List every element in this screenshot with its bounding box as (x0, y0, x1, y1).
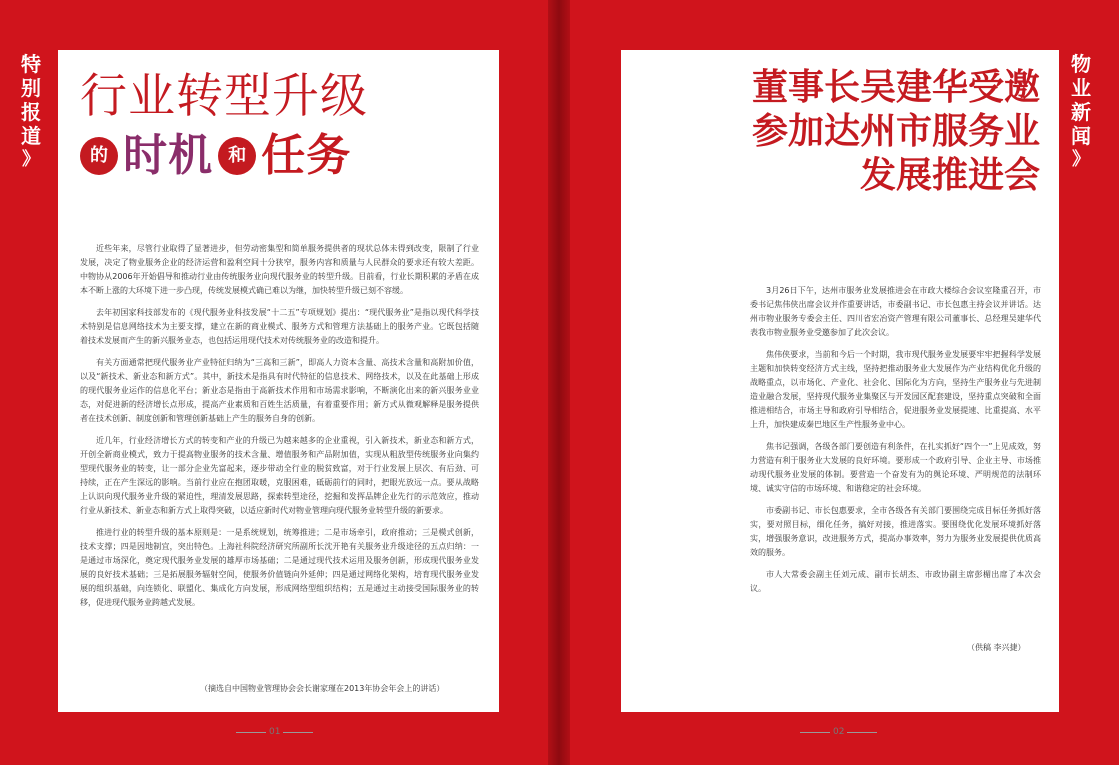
news-paragraph: 焦书记强调，各级各部门要创造有利条件，在扎实抓好“四个一”上见成效，努力营造有利于服务业大发展的良好环境。要形成一个政府引导、企业主导、市场推动现代服务业发展的体制。要营造一个奋发有为的舆论环境、严明规范的法制环境、诚实守信的市场环境、和谐稳定的社会环境。 (750, 442, 1041, 493)
tag-char: 新 (1071, 100, 1091, 124)
folio-rule (236, 732, 266, 733)
article-body (80, 242, 479, 618)
section-tag-property-news (1064, 52, 1098, 170)
page-spine (548, 0, 570, 765)
news-title-line: 董事长吴建华受邀 (751, 67, 1040, 108)
folio-rule (800, 732, 830, 733)
title-circle-de: 的 (80, 137, 118, 175)
page-number-left (233, 727, 316, 737)
article-paragraph: 去年初国家科技部发布的《现代服务业科技发展“十二五”专项规划》提出：“现代服务业”是指以现代科学技术特别是信息网络技术为主要支撑，建立在新的商业模式、服务方式和管理方法基础上的服务产业。它既包括随着技术发展而产生的新兴服务业态，也包括运用现代技术对传统服务业的改造和提升。 (80, 308, 479, 345)
page-number-right (797, 727, 880, 737)
title-word-timing: 时机 (123, 130, 214, 181)
news-title (740, 66, 1040, 198)
article-paragraph: 推进行业的转型升级的基本原则是：一是系统规划，统筹推进；二是市场牵引，政府推动；三是模式创新，技术支撑；四是因地制宜，突出特色。上海社科院经济研究所副所长沈开艳有关服务业升级途径的五点归纳：一是通过市场深化，奠定现代服务业发展的雄厚市场基础；二是通过现代技术运用及服务创新，形成现代服务业发展的良好技术基础；三是拓展服务辐射空间，使服务价值链向外延伸；四是通过网络化架构，培育现代服务业发展的组织基础，向连锁化、联盟化、集成化方向发展，形成网络型组织结构；五是通过主动接受国际服务业的转移，促进现代服务业跨越式发展。 (80, 528, 479, 607)
page-number: 02 (833, 727, 845, 737)
news-paragraph: 3月26日下午，达州市服务业发展推进会在市政大楼综合会议室隆重召开，市委书记焦伟侠出席会议并作重要讲话，市委副书记、市长包惠主持会议并讲话。达州市物业服务专委会主任、四川省宏冶资产管理有限公司董事长、总经理吴建华代表我市物业服务业受邀参加了此次会议。 (750, 286, 1041, 337)
news-body (750, 284, 1041, 604)
page-number: 01 (269, 727, 281, 737)
tag-char: 报 (21, 100, 41, 124)
tag-chevron: 》 (1072, 149, 1090, 170)
tag-chevron: 》 (22, 149, 40, 170)
tag-char: 特 (21, 52, 41, 76)
folio-rule (283, 732, 313, 733)
article-paragraph: 近几年，行业经济增长方式的转变和产业的升级已为越来越多的企业重视，引入新技术，新业态和新方式，开创全新商业模式，致力于提高物业服务的技术含量、增值服务和产品附加值，实现从粗放型传统服务业向集约型现代服务业的转变，让一部分企业先富起来，逐步带动全行业的脱贫致富，对于行业发展上层次、有后劲、可持续，正在产生深远的影响。当前行业应在抱团取暖，克服困难，砥砺前行的同时，把眼光放远一点。要从战略上认识向现代服务业升级的紧迫性，理清发展思路，探索转型途径，挖掘和发挥品牌企业先行的示范效应，推动行业从新技术、新业态和新方式上取得突破，以适应新时代对物业管理向现代服务业转型升级的新要求。 (80, 436, 479, 515)
news-paragraph: 焦伟侠要求，当前和今后一个时期，我市现代服务业发展要牢牢把握科学发展主题和加快转变经济方式主线，坚持把推动服务业大发展作为产业结构优化升级的战略重点，以市场化、产业化、社会化、国际化为方向，坚持生产服务业与先进制造业融合发展，坚持现代服务业集聚区与开发园区配套建设，坚持重点突破和全面推进相结合，市场主导和政府引导相结合，促进服务业发展提速、比重提高、水平上升，加快建成秦巴地区生产性服务业中心。 (750, 350, 1041, 429)
article-title-line2 (80, 130, 351, 184)
news-title-line: 参加达州市服务业 (751, 111, 1040, 152)
tag-char: 业 (1071, 76, 1091, 100)
title-circle-he: 和 (218, 137, 256, 175)
folio-rule (847, 732, 877, 733)
tag-char: 道 (21, 124, 41, 148)
tag-char: 别 (21, 76, 41, 100)
title-word-task: 任务 (261, 130, 352, 181)
tag-char: 闻 (1071, 124, 1091, 148)
news-title-line: 发展推进会 (859, 155, 1040, 196)
news-paragraph: 市人大常委会副主任刘元成、副市长胡杰、市政协副主席彭楣出席了本次会议。 (750, 570, 1041, 593)
news-source: （供稿 李兴捷） (967, 643, 1026, 652)
article-paragraph: 有关方面通常把现代服务业产业特征归纳为“三高和三新”，即高人力资本含量、高技术含量和高附加价值，以及“新技术、新业态和新方式”。其中，新技术是指具有时代特征的信息技术、网络技术，以及在此基础上形成的现代服务业运作的信息化平台；新业态是指由于高新技术作用和市场需求影响，不断演化出来的新兴服务业业态，对促进新的经济增长点形成，提高产业素质和百姓生活质量，有着重要作用；新方式从微观解释是服务提供者在技术创新、制度创新和管理创新基础上产生的服务自身的创新。 (80, 358, 479, 423)
article-source: （摘选自中国物业管理协会会长谢家瑾在2013年协会年会上的讲话） (200, 684, 445, 693)
article-title-line1: 行业转型升级 (80, 69, 368, 124)
article-paragraph: 近些年来，尽管行业取得了显著进步，但劳动密集型和简单服务提供者的现状总体未得到改变，限制了行业发展，决定了物业服务企业的经济运营和盈利空间十分狭窄，服务内容和质量与人民群众的要求还有较大差距。中物协从2006年开始倡导和推动行业由传统服务业向现代服务业的转型升级。目前看，行业长期积累的矛盾在成本不断上涨的大环境下进一步凸现，传统发展模式确已难以为继，加快转型升级已刻不容缓。 (80, 244, 479, 295)
section-tag-special-report (14, 52, 48, 170)
news-paragraph: 市委副书记、市长包惠要求，全市各级各有关部门要围绕完成目标任务抓好落实，要对照目标，细化任务，搞好对接，推进落实。要围绕优化发展环境抓好落实，增强服务意识，改进服务方式，提高办事效率，努力为服务业发展提供优质高效的服务。 (750, 506, 1041, 557)
tag-char: 物 (1071, 52, 1091, 76)
